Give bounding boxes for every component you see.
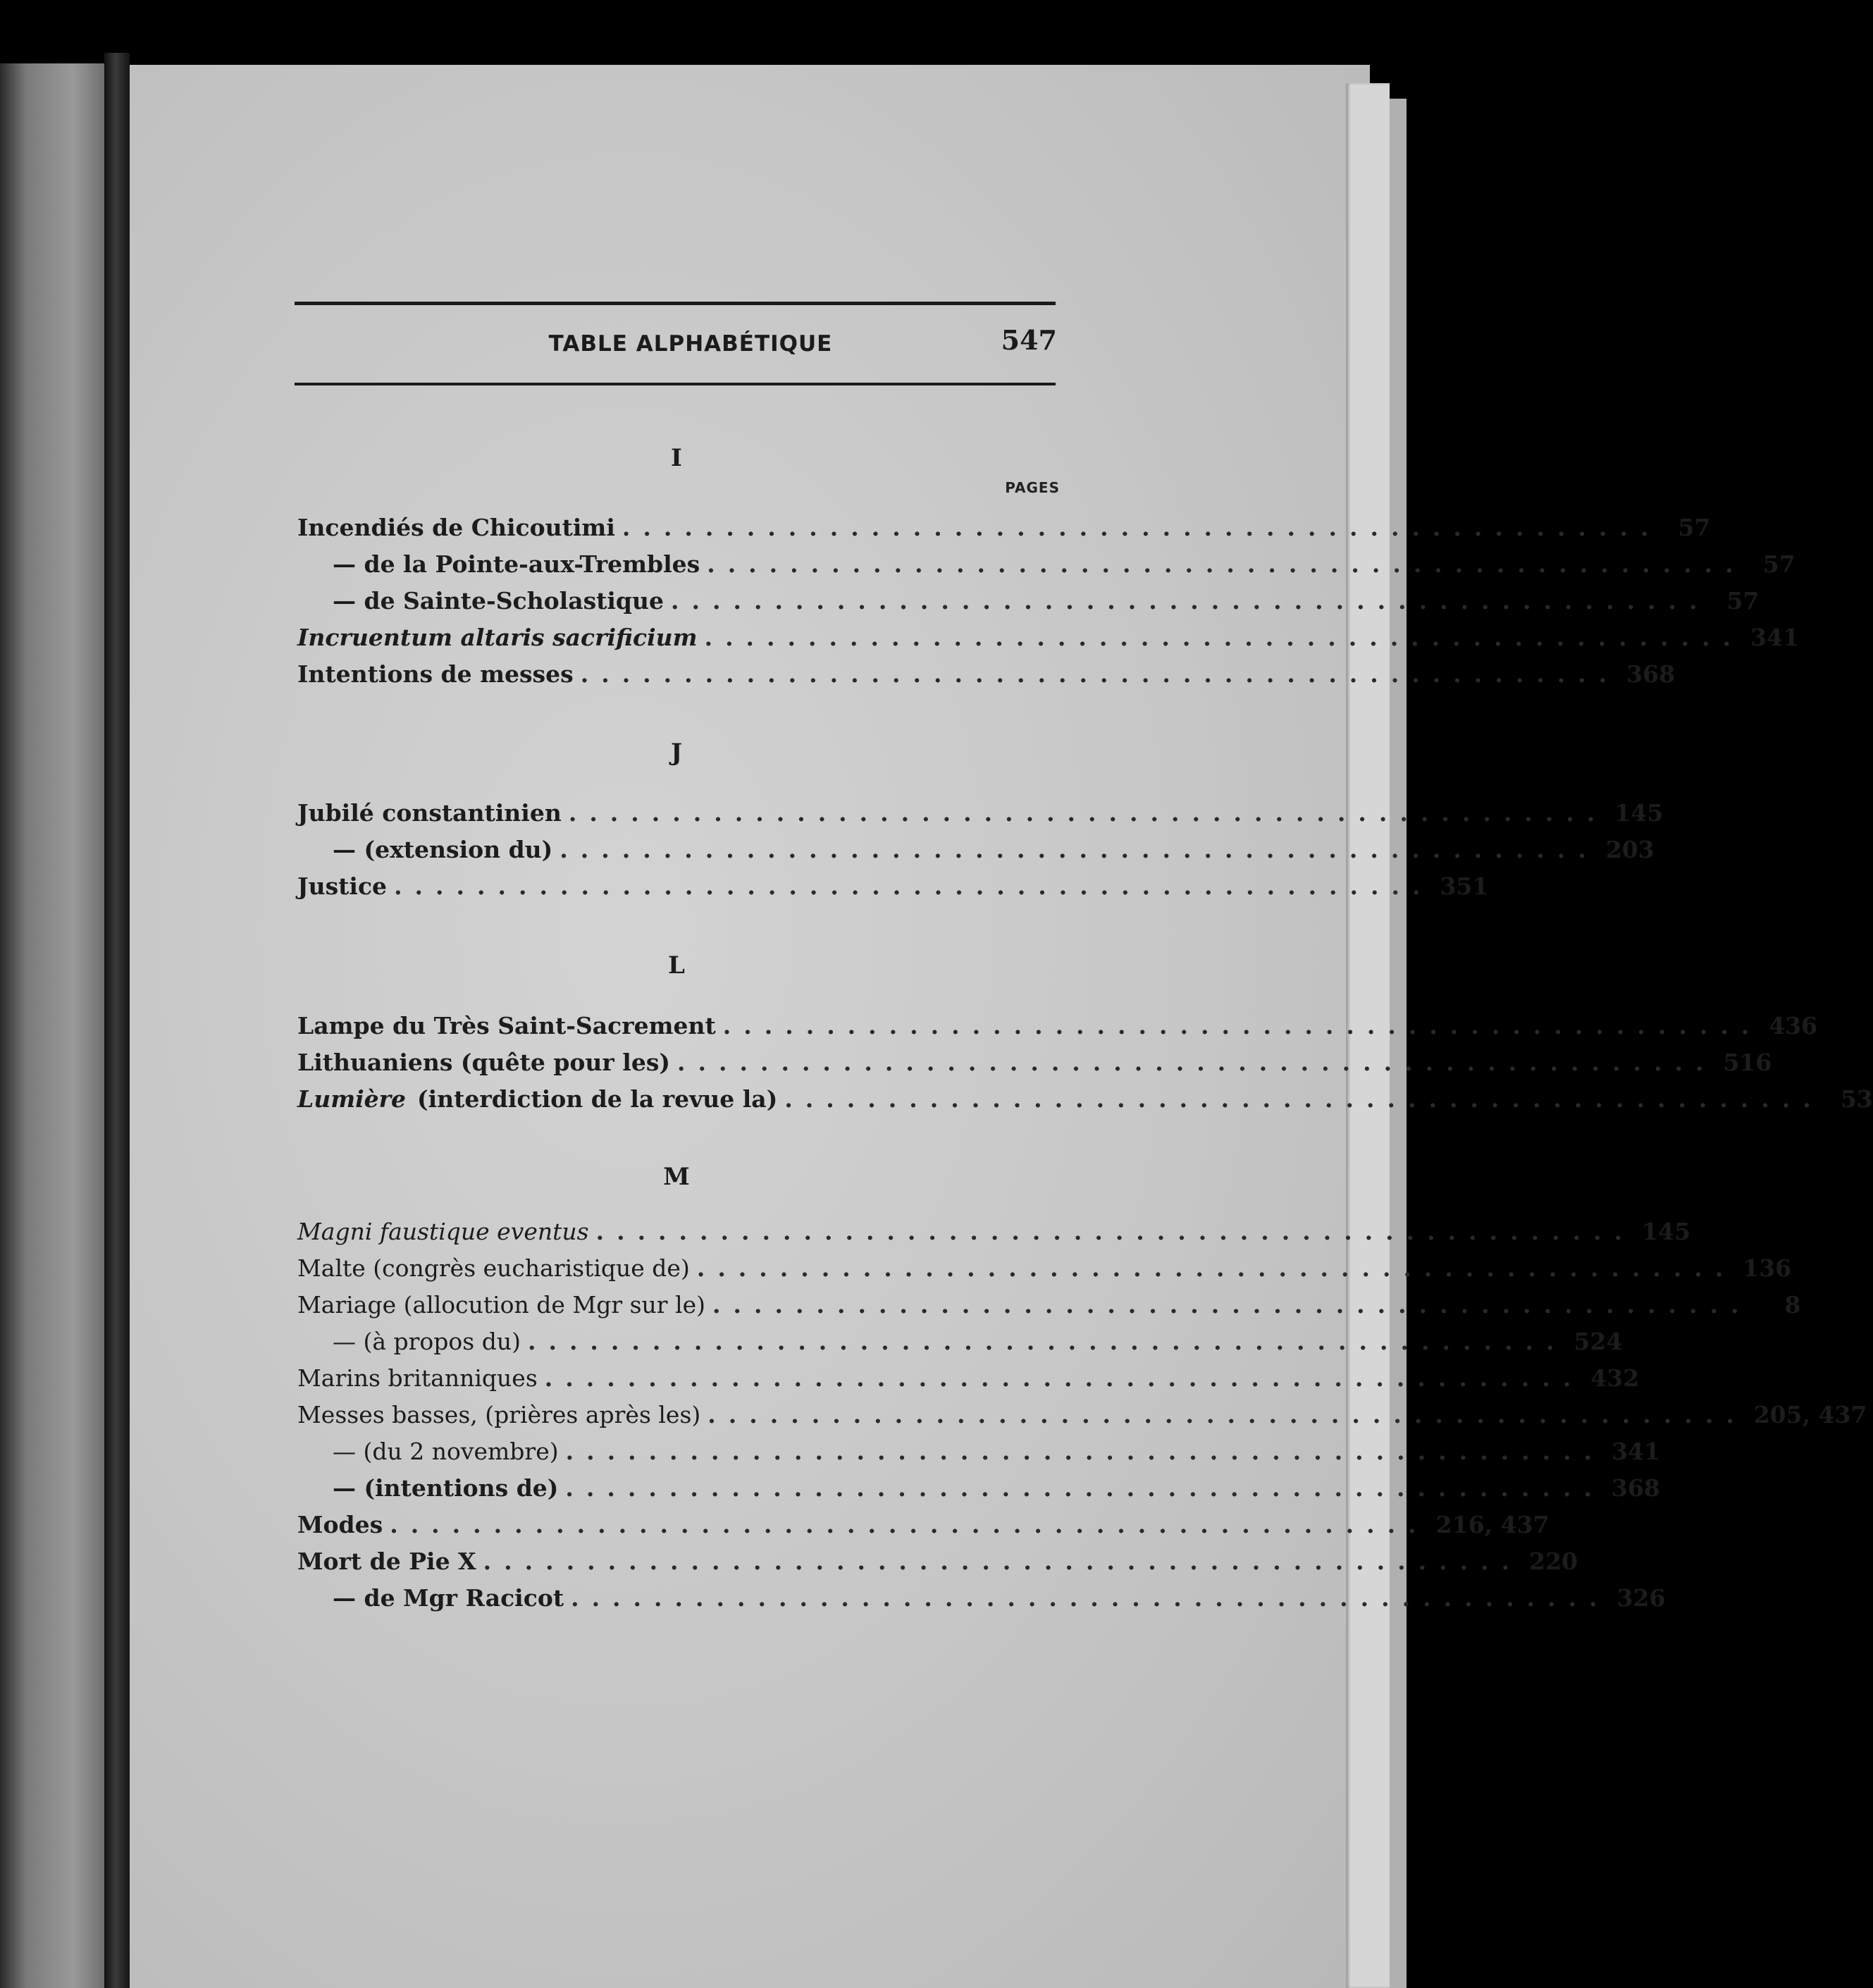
entry-text: — de Sainte-Scholastique bbox=[333, 587, 664, 615]
index-entry bbox=[297, 1218, 1690, 1249]
entry-page: 368 bbox=[1611, 1474, 1660, 1502]
entry-text: — (à propos du) bbox=[333, 1328, 521, 1355]
index-entry bbox=[297, 1328, 1623, 1359]
entry-page: 220 bbox=[1529, 1548, 1578, 1575]
entry-page: 203 bbox=[1605, 836, 1655, 863]
section-letter-l: L bbox=[668, 951, 685, 980]
index-entry bbox=[297, 1012, 1818, 1043]
entry-text: Justice bbox=[297, 872, 388, 900]
entry-text: Incruentum altaris sacrificium bbox=[297, 624, 698, 651]
dot-leader: .................................................. bbox=[565, 1438, 1605, 1465]
dot-leader: .................................................. bbox=[595, 1218, 1636, 1245]
index-entry bbox=[297, 1049, 1772, 1080]
entry-text: Mort de Pie X bbox=[297, 1548, 476, 1575]
dot-leader: .................................................. bbox=[707, 550, 1746, 578]
dot-leader: .................................................. bbox=[722, 1012, 1762, 1039]
dot-leader: .................................................. bbox=[483, 1548, 1523, 1575]
index-entry bbox=[297, 872, 1489, 903]
entry-text: Lampe du Très Saint-Sacrement bbox=[297, 1012, 716, 1039]
dot-leader: .................................................. bbox=[696, 1254, 1736, 1282]
entry-text: Jubilé constantinien bbox=[297, 799, 562, 827]
entry-text: — (du 2 novembre) bbox=[333, 1438, 559, 1465]
dot-leader: .................................................. bbox=[704, 624, 1744, 651]
dot-leader: .................................................. bbox=[712, 1291, 1752, 1319]
dot-leader: .................................................. bbox=[707, 1401, 1747, 1428]
index-entry bbox=[297, 1474, 1660, 1505]
entry-text: Malte (congrès eucharistique de) bbox=[297, 1254, 690, 1282]
entry-page: 57 bbox=[1726, 587, 1760, 615]
entry-page: 136 bbox=[1743, 1254, 1792, 1282]
section-letter-i: I bbox=[671, 444, 682, 472]
index-entry bbox=[297, 1511, 1550, 1542]
index-entry bbox=[297, 1584, 1666, 1615]
index-entry bbox=[297, 660, 1676, 691]
entry-page: 205, 437 bbox=[1753, 1401, 1867, 1428]
section-letter-m: M bbox=[663, 1163, 690, 1191]
section-letter-j: J bbox=[670, 739, 683, 767]
entry-text-italic: Lumière bbox=[297, 1085, 407, 1113]
entry-text: Magni faustique eventus bbox=[297, 1218, 589, 1245]
index-entry bbox=[297, 550, 1795, 581]
entry-page: 53 bbox=[1840, 1085, 1873, 1113]
entry-text: Modes bbox=[297, 1511, 383, 1538]
index-entry bbox=[297, 1438, 1660, 1469]
dot-leader: .................................................. bbox=[394, 872, 1433, 900]
index-entry bbox=[297, 514, 1711, 545]
dot-leader: .................................................. bbox=[390, 1511, 1429, 1538]
entry-text: — de Mgr Racicot bbox=[333, 1584, 564, 1612]
dot-leader: .................................................. bbox=[527, 1328, 1567, 1355]
book-spine bbox=[104, 53, 130, 1988]
entry-text: — (extension du) bbox=[333, 836, 553, 863]
dot-leader: .................................................. bbox=[544, 1364, 1584, 1392]
pages-column-label: PAGES bbox=[1005, 479, 1060, 496]
header-rule-top bbox=[295, 302, 1056, 305]
entry-page: 341 bbox=[1612, 1438, 1660, 1465]
entry-page: 436 bbox=[1769, 1012, 1818, 1039]
index-entry bbox=[297, 1085, 1873, 1116]
entry-page: 432 bbox=[1590, 1364, 1640, 1392]
entry-page: 326 bbox=[1617, 1584, 1666, 1612]
index-entry bbox=[297, 1548, 1578, 1579]
index-entry bbox=[297, 799, 1664, 830]
entry-page: 8 bbox=[1784, 1291, 1801, 1319]
dot-leader: .................................................. bbox=[568, 799, 1608, 827]
index-entry bbox=[297, 1401, 1867, 1432]
dot-leader: .................................................. bbox=[622, 514, 1662, 541]
entry-page: 145 bbox=[1642, 1218, 1690, 1245]
entry-page: 368 bbox=[1626, 660, 1676, 688]
entry-page: 216, 437 bbox=[1435, 1511, 1550, 1538]
left-page-edge bbox=[0, 63, 104, 1988]
dot-leader: .................................................. bbox=[580, 660, 1620, 688]
header-rule-bottom bbox=[295, 383, 1056, 385]
entry-text: Marins britanniques bbox=[297, 1364, 538, 1392]
index-entry bbox=[297, 836, 1655, 867]
index-entry bbox=[297, 587, 1760, 618]
entry-text: Lithuaniens (quête pour les) bbox=[297, 1049, 671, 1076]
index-entry bbox=[297, 1291, 1801, 1322]
dot-leader: .................................................. bbox=[671, 587, 1710, 615]
entry-text: Messes basses, (prières après les) bbox=[297, 1401, 701, 1428]
entry-page: 57 bbox=[1678, 514, 1711, 541]
entry-text: — de la Pointe-aux-Trembles bbox=[333, 550, 700, 578]
running-title: TABLE ALPHABÉTIQUE bbox=[548, 331, 833, 357]
page-edge-right-back bbox=[1390, 99, 1407, 1988]
dot-leader: .................................................. bbox=[571, 1584, 1610, 1612]
dot-leader: .................................................. bbox=[784, 1085, 1824, 1113]
index-entry bbox=[297, 1364, 1640, 1395]
entry-page: 57 bbox=[1762, 550, 1795, 578]
entry-text: Incendiés de Chicoutimi bbox=[297, 514, 615, 541]
entry-page: 351 bbox=[1440, 872, 1489, 900]
dot-leader: .................................................. bbox=[560, 836, 1599, 863]
entry-page: 145 bbox=[1614, 799, 1664, 827]
entry-page: 341 bbox=[1750, 624, 1799, 651]
page-number: 547 bbox=[1001, 324, 1057, 356]
entry-page: 516 bbox=[1723, 1049, 1772, 1076]
entry-text: — (intentions de) bbox=[333, 1474, 559, 1502]
index-entry bbox=[297, 1254, 1792, 1285]
dot-leader: .................................................. bbox=[565, 1474, 1605, 1502]
entry-text: Mariage (allocution de Mgr sur le) bbox=[297, 1291, 706, 1319]
entry-text: Intentions de messes bbox=[297, 660, 574, 688]
dot-leader: .................................................. bbox=[677, 1049, 1717, 1076]
entry-page: 524 bbox=[1574, 1328, 1623, 1355]
entry-text: (interdiction de la revue la) bbox=[417, 1085, 778, 1113]
index-entry bbox=[297, 624, 1799, 655]
